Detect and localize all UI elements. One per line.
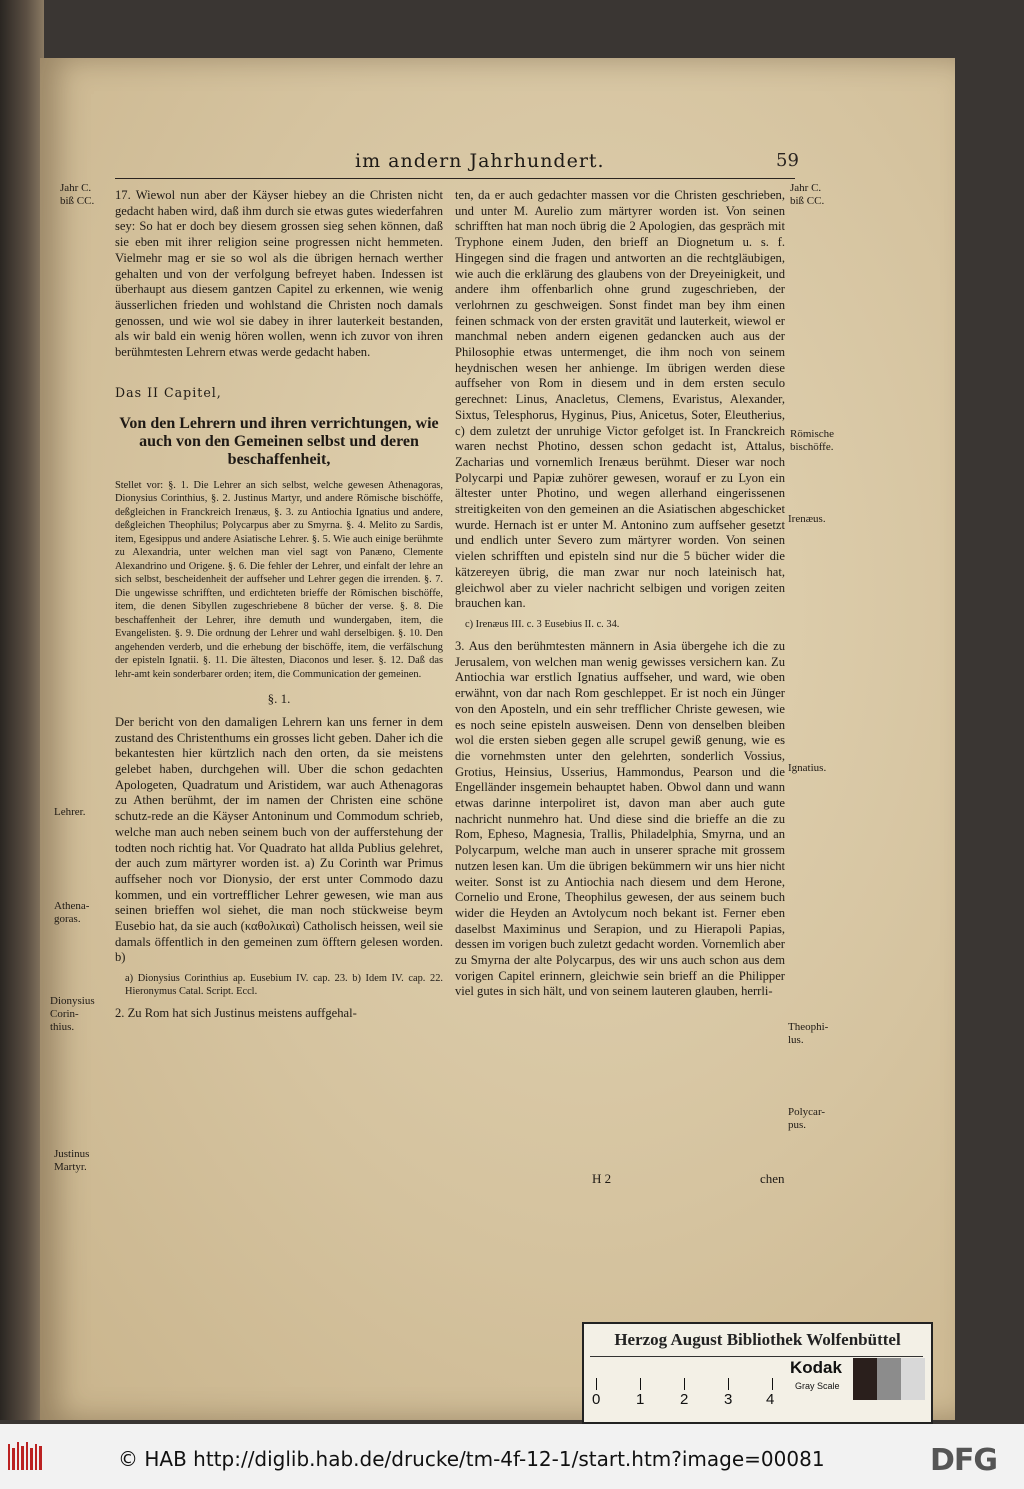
gray-swatch-dark (853, 1358, 877, 1400)
paragraph-continued: ten, da er auch gedachter massen vor die Christen geschrieben, und unter M. Aurelio zum märtyrer worden ist. Von seinen schrifften hat man noch übrig die 2 Apologien, das gespräch mit Tryphone einem Juden, den brieff an Diognetum u. s. f. Hingegen sind die fragen und antworten an die rechtgläubigen, wie auch die erklärung des glaubens von der Dreyeinigkeit, und andere ihm offenbarlich ohne grund zugeschrieben, der verlohrnen zu geschweigen. Sonst findet man bey ihm einen feinen schmack von der ersten gravität und lauterkeit, wiewol er manchmal neben andern eigenen gedancken auch aus der Philosophie etwas untermenget, die ihm noch von seinem heydnischen wesen her anhienge. Im übrigen werden diese auffseher von Rom in diesem und in dem ersten seculo gerechnet: Linus, Anacletus, Clemens, Evaristus, Alexander, Sixtus, Telesphorus, Hyginus, Pius, Anicetus, Soter, Eleutherius, c) dem zuletzt der unruhige Victor gefolget ist. In Franckreich waren nechst Photino, dessen schon gedacht ist, Attalus, Zacharias und vornemlich Irenæus berühmt. Dieser war noch Polycarpi und Papiæ zuhörer gewesen, worauf er zu Lyon ein ältester unter Photino, und wegen allerhand eingerissenen streitigkeiten von den gemeinen an die Asiatischen abgeschicket wurde. Hernach ist er unter M. Antonino zum auffseher gesetzt und endlich unter Severo zum märtyrer worden. Von seinen vielen schrifften und episteln sind nur die 5 bücher wider die kätzereyen übrig, die man zwar nur noch lateinisch hat, gleichwol aber zu vieler nachricht selbigen und vorigen zeiten brauchen kan. (455, 188, 785, 611)
catchword: chen (760, 1171, 785, 1186)
chapter-summary: Stellet vor: §. 1. Die Lehrer an sich selbst, welche gewesen Athenagoras, Dionysius Corinthius, §. 2. Justinus Martyr, und andere Römische bischöffe, deßgleichen in Franckreich Irenæus, §. 3. zu Antiochia Ignatius und andere, deßgleichen Theophilus; Polycarpus aber zu Smyrna. §. 4. Melito zu Sardis, item, Egesippus und andere Asiatische Lehrer. §. 5. Wie auch einige berühmte zu Alexandria, unter welchen man viel sagt von Panæno, Clemente Alexandrino und Origene. §. 6. Die fehler der Lehrer, und einfalt der lehre an sich selbst, bescheidenheit der auffseher und Lehrer gegen die irrenden. §. 7. Die ungewisse schrifften, und erdichteten brieffe der Römischen bischöffe, item, die denen Sibyllen zugeschriebene 8 bücher der verse. §. 8. Die beschaffenheit der Lehrer, ihre demuth und wundergaben, item, die Evangelisten. §. 9. Die ordnung der Lehrer und wahl derselbigen. §. 10. Den angehenden verderb, und die erhebung der bischöffe, item, die verfälschung der episteln Ignatii. §. 11. Die ältesten, Diaconos und leser. §. 12. Daß das lehr-amt kein sonderbarer orden; item, die Communication der gemeinen. (115, 479, 443, 680)
ruler-tick (596, 1378, 597, 1390)
ruler-label: 1 (636, 1391, 645, 1408)
chapter-title: Das II Capitel, (115, 384, 222, 400)
margin-note-irenaeus: Irenæus. (788, 513, 826, 525)
gray-swatch-mid (877, 1358, 901, 1400)
dfg-logo: DFG (930, 1443, 998, 1478)
page-number: 59 (776, 150, 799, 171)
ruler-label: 2 (680, 1391, 689, 1408)
footnote-right: c) Irenæus III. c. 3 Eusebius II. c. 34. (465, 618, 620, 630)
paragraph-1: Der bericht von den damaligen Lehrern kan uns ferner in dem zustand des Christenthums ein grosses licht geben. Daher ich die bekantesten hier kürtzlich nach den orten, da sie meistens gelebet haben, durchgehen will. Uber die schon gedachten Apologeten, Quadratum und Aristidem, war auch Athenagoras zu Athen berühmt, der im namen der Christen eine schöne schutz-rede an die Käyser Antoninum und Commodum schrieb, welche man auch neben seinem buch von der aufferstehung der todten noch richtig hat. Vor Quadrato hat allda Publius gelehret, der auch zum märtyrer worden ist. a) Zu Corinth war Primus auffseher noch vor Dionysio, der erst unter Commodo dazu kommen, und ein vortrefflicher Lehrer gewesen, wie man aus seinen brieffen wol siehet, die man noch stückweise beym Eusebio hat, da sie auch (καθολικαὶ) Catholisch heissen, weil sie damals öffentlich in den gemeinen zum öfftern gelesen worden. b) (115, 714, 443, 965)
margin-note-athenagoras: Athena- goras. (54, 900, 90, 925)
margin-note-polycarpus: Polycar- pus. (788, 1106, 826, 1131)
margin-note-jahr: Jahr C. biß CC. (60, 182, 95, 207)
footnote-left: a) Dionysius Corinthius ap. Eusebium IV. cap. 23. b) Idem IV. cap. 22. Hieronymus Catal. Script. Eccl. (125, 973, 443, 998)
ruler-tick (728, 1378, 729, 1390)
margin-note-theophilus: Theophi- lus. (788, 1021, 829, 1046)
ruler-label: 0 (592, 1391, 601, 1408)
ruler-tick (684, 1378, 685, 1390)
chapter-subtitle: Von den Lehrern und ihren verrichtungen, wie auch von den Gemeinen selbst und deren beschaffenheit, (119, 414, 439, 468)
margin-note-roemische: Römische bischöffe. (790, 428, 834, 453)
signature-mark: H 2 (592, 1171, 612, 1186)
gray-swatch-light (901, 1358, 925, 1400)
paragraph-17: 17. Wiewol nun aber der Käyser hiebey an die Christen nicht gedacht haben wird, daß ihm durch sie etwas gutes wiederfahren sey: So hat er doch bey diesem grossen sieg sehen können, daß sie eben mit ihrer religion seine progressen nicht hemmeten. Vielmehr mag er sie so wol als die übrigen hernach werther gehalten und von der verfolgung befreyet haben. Indessen ist überhaupt aus diesem gantzen Capitel zu erkennen, wie wenig äusserlichen frieden und wohlstand die Christen noch damals genossen, und wie wol sie dabey in ihrer lauterkeit bestanden, als wir bald ein wenig hören wollen, wenn ich zuvor von ihren berühmtesten Lehrern etwas werde gedacht haben. (115, 188, 443, 360)
source-url[interactable]: © HAB http://diglib.hab.de/drucke/tm-4f-12-1/start.htm?image=00081 (118, 1447, 825, 1471)
paragraph-3: 3. Aus den berühmtesten männern in Asia übergehe ich die zu Jerusalem, von welchen man wenig gewisses versichern kan. Zu Antiochia war erstlich Ignatius auffseher, und ward, wie oben erwähnt, von dar nach Rom geschleppet. Er ist noch ein Jünger von den Aposteln, und ein sehr trefflicher Christe gewesen, wie es noch seine episteln ausweisen. Denn von denselben bleiben wol die ersten sieben gegen alle scrupel gewiß genung, wie es die vornehmsten unter den gelehrten, sonderlich Vossius, Grotius, Heinsius, Usserius, Hammondus, Pearson und die Engelländer insgemein behauptet haben. Obwol dann und wann etwas darinne interpoliret ist, davon man aber auch gute nachricht nunmehro hat. Und diese sind die brieffe an die zu Rom, Epheso, Magnesia, Trallis, Philadelphia, Smyrna, und an Polycarpum, welche man auch in unserer sprache mit grossem nutzen lesen kan. Um die übrigen bekümmern wir uns hier nicht weiter. Sonst ist zu Antiochia nach diesem und dem Herone, Cornelio und Erone, Theophilus gewesen, der aus seinem buch wider die Heyden an Avtolycum noch bekant ist. Ferner eben daselbst Maximinus und Serapion, und zu Hierapoli Papias, dessen im vorigen buch zuletzt gedacht worden. Vornemlich aber zu Smyrna der alte Polycarpus, des wir uns auch schon aus dem vorigen Capitel erinnern, gleichwie sein brieff an die Philipper viel gutes in sich hält, und von seinem lauteren glauben, herrli- (455, 638, 785, 999)
ruler-tick (640, 1378, 641, 1390)
kodak-logo: Kodak (790, 1358, 842, 1377)
ruler-label: 3 (724, 1391, 733, 1408)
running-head: im andern Jahrhundert. (355, 150, 605, 172)
library-name: Herzog August Bibliothek Wolfenbüttel (614, 1330, 901, 1349)
header-rule (115, 178, 795, 179)
margin-note-ignatius: Ignatius. (788, 762, 827, 774)
library-barcode-icon (6, 1438, 44, 1476)
left-column (115, 188, 443, 1022)
right-column (455, 188, 785, 1000)
scale-ruler (590, 1358, 780, 1408)
margin-note-justinus: Justinus Martyr. (54, 1148, 90, 1173)
margin-note-jahr-right: Jahr C. biß CC. (790, 182, 825, 207)
margin-note-dionysius: Dionysius Corin- thius. (50, 995, 95, 1033)
card-divider (590, 1356, 923, 1357)
book-spine (0, 0, 44, 1420)
ruler-tick (772, 1378, 773, 1390)
grayscale-label: Gray Scale (795, 1381, 840, 1391)
margin-note-lehrer: Lehrer. (54, 806, 86, 818)
paragraph-2: 2. Zu Rom hat sich Justinus meistens auffgehal- (115, 1006, 357, 1021)
ruler-label: 4 (766, 1391, 775, 1408)
section-marker: §. 1. (267, 691, 291, 707)
